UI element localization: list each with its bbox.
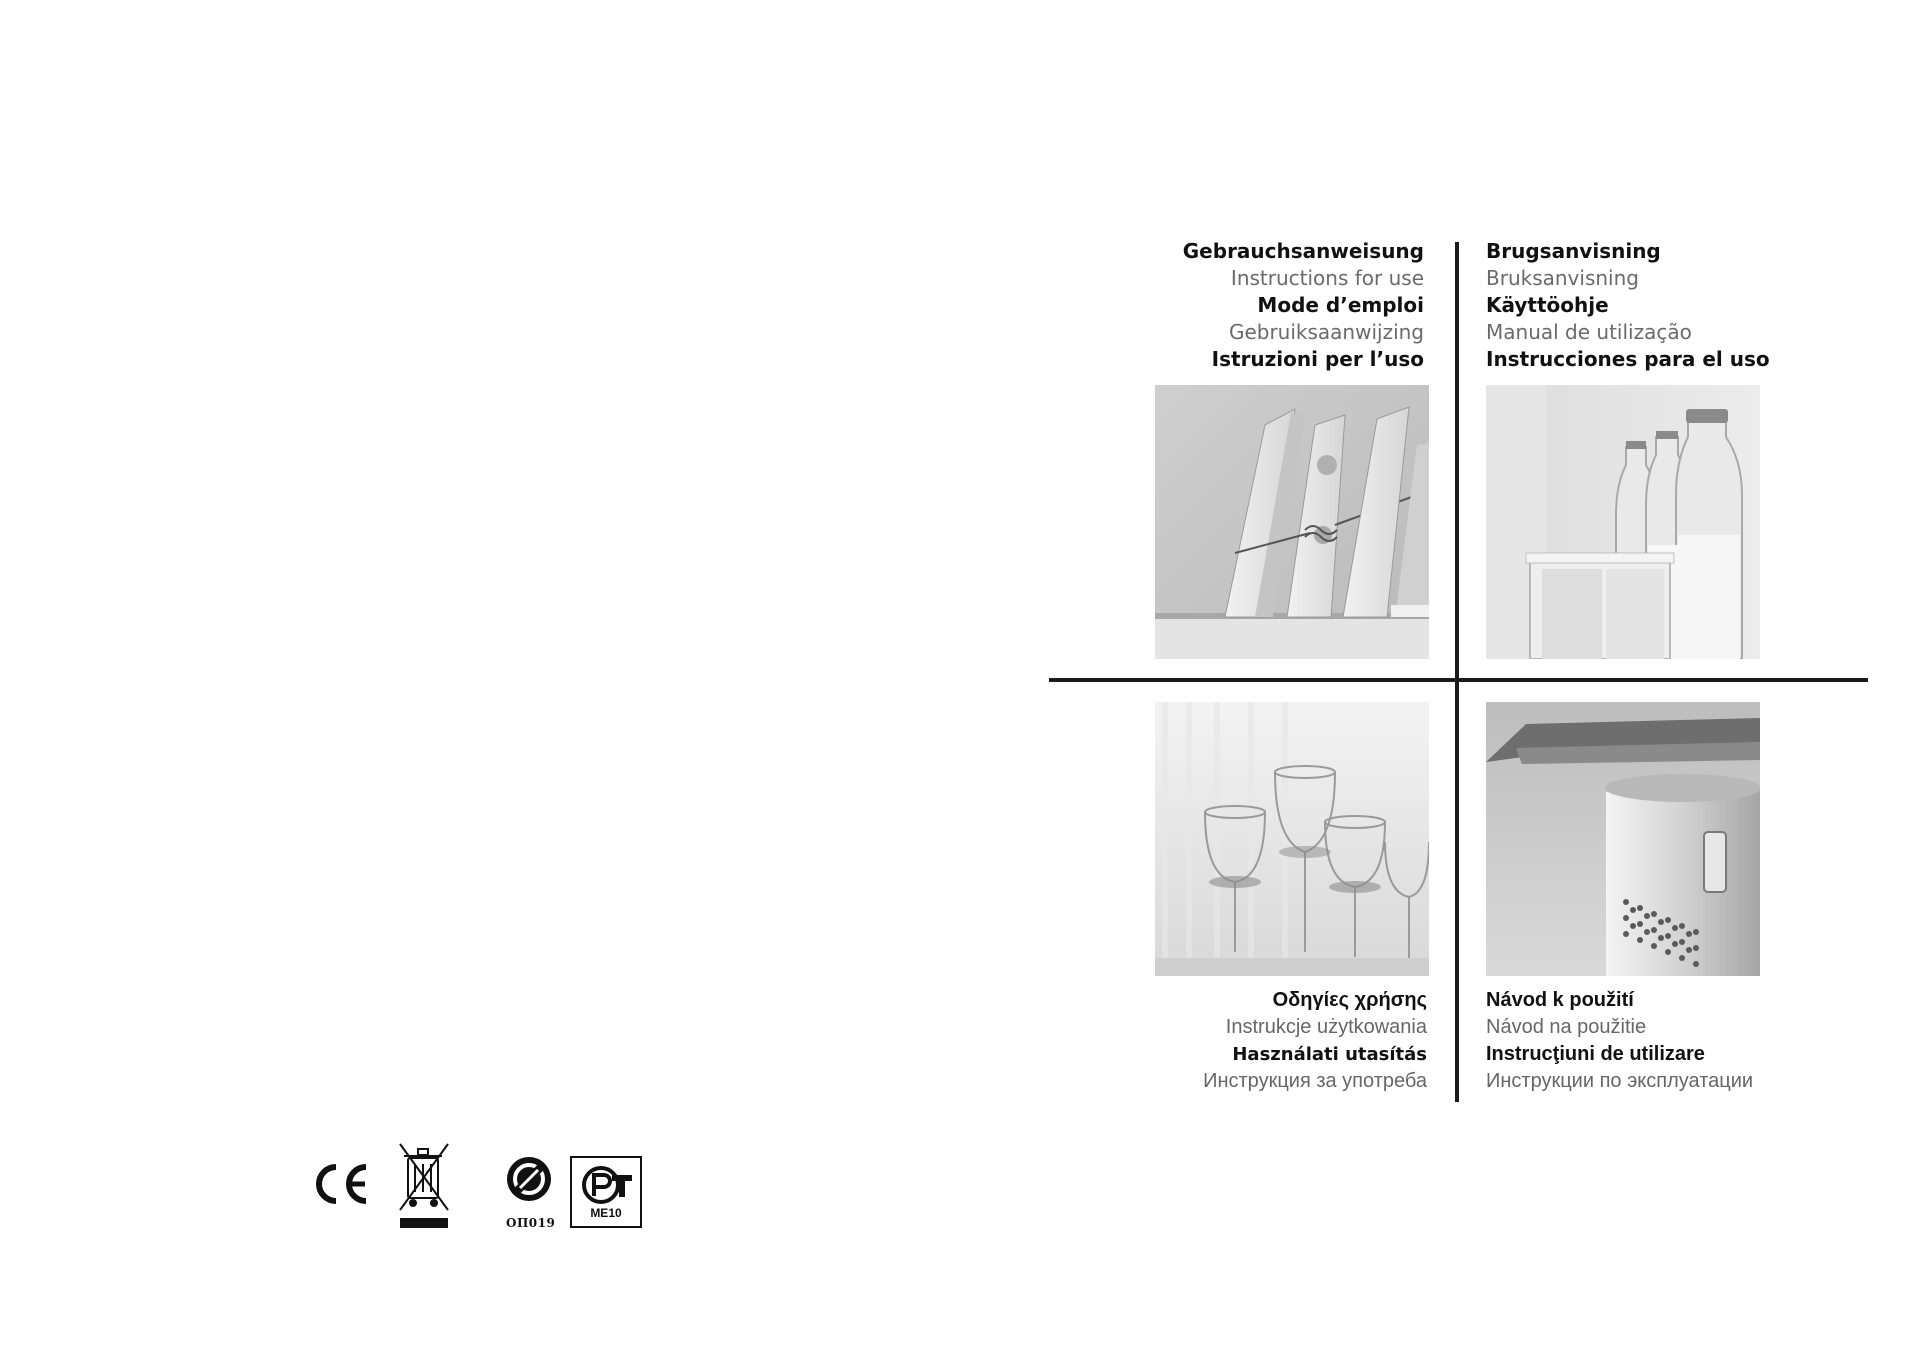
- title-swedish: Bruksanvisning: [1486, 266, 1639, 290]
- title-russian: Инструкции по эксплуатации: [1486, 1070, 1754, 1092]
- rostest-mark: [570, 1156, 642, 1228]
- weee-bin-icon: [396, 1138, 452, 1234]
- title-czech: Návod k použití: [1486, 989, 1634, 1011]
- title-greek: Οδηγίες χρήσης: [1272, 989, 1427, 1011]
- title-english: Instructions for use: [1230, 266, 1424, 290]
- horizontal-divider: [1049, 678, 1868, 682]
- vertical-divider: [1455, 242, 1459, 1102]
- gost-round-mark-icon: [505, 1155, 553, 1207]
- gost-code-label: ОП019: [506, 1216, 556, 1230]
- photo-milk-bottles: [1486, 385, 1760, 659]
- title-slovak: Návod na použitie: [1486, 1016, 1647, 1038]
- title-bulgarian: Инструкция за употреба: [1203, 1070, 1427, 1092]
- rostest-code-label: ME10: [590, 1206, 622, 1220]
- title-german: Gebrauchsanweisung: [1182, 239, 1424, 263]
- ce-mark-icon: [312, 1163, 370, 1209]
- title-french: Mode d’emploi: [1257, 293, 1424, 317]
- title-portuguese: Manual de utilização: [1486, 320, 1692, 344]
- title-spanish: Instrucciones para el uso: [1486, 347, 1770, 371]
- photo-cutlery-basket: [1486, 702, 1760, 976]
- photo-wine-glasses: [1155, 702, 1429, 976]
- title-polish: Instrukcje użytkowania: [1225, 1016, 1427, 1038]
- photo-clothespins: [1155, 385, 1429, 659]
- title-block-bottom-left: [1203, 987, 1427, 1095]
- title-romanian: Instrucţiuni de utilizare: [1486, 1043, 1705, 1065]
- title-italian: Istruzioni per l’uso: [1211, 347, 1424, 371]
- rostest-logo-icon: [582, 1166, 634, 1204]
- title-block-bottom-right: [1486, 987, 1753, 1095]
- title-hungarian: Használati utasítás: [1232, 1044, 1427, 1065]
- title-danish: Brugsanvisning: [1486, 239, 1661, 263]
- title-block-top-left: [1183, 238, 1424, 373]
- title-dutch: Gebruiksaanwijzing: [1228, 320, 1424, 344]
- title-finnish: Käyttöohje: [1486, 293, 1609, 317]
- title-block-top-right: [1486, 238, 1770, 373]
